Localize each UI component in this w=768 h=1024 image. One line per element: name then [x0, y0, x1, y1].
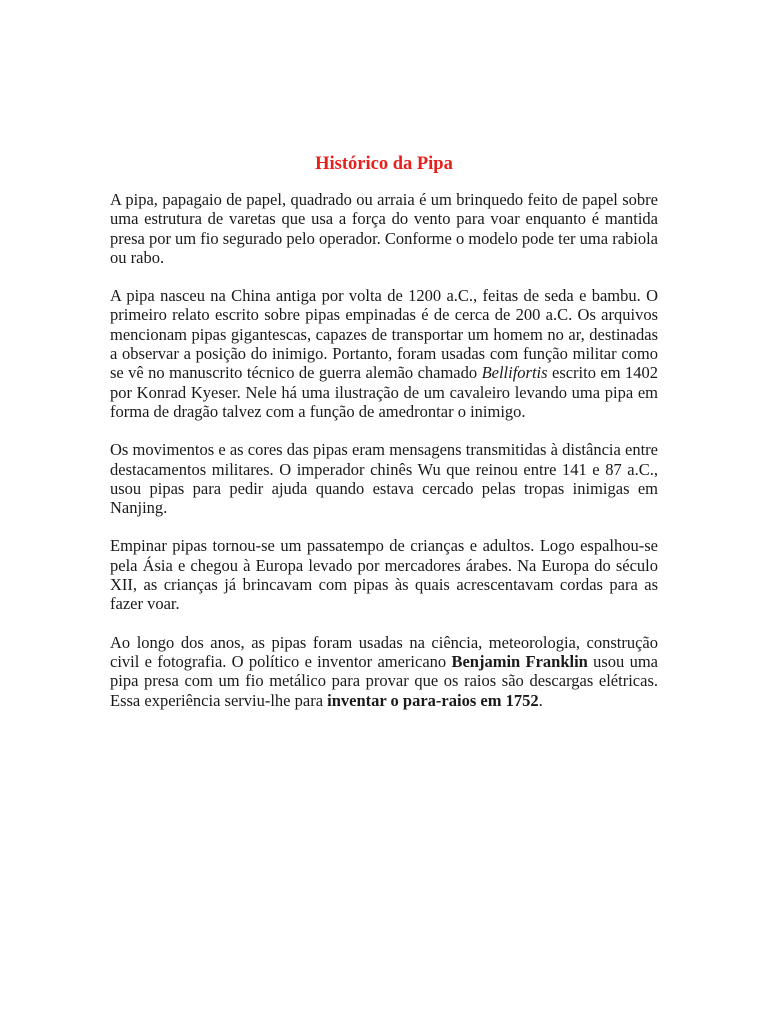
manuscript-title: Bellifortis — [481, 363, 548, 383]
document-title: Histórico da Pipa — [315, 154, 453, 174]
franklin-name: Benjamin Franklin — [451, 651, 588, 671]
paragraph-science-text-1: Ao longo dos anos, as pipas foram usadas na ciência, meteorologia, construção civil e fotografia. O político e inventor americano — [110, 632, 658, 671]
paragraph-origin-text-1: A pipa nasceu na China antiga por volta de 1200 a.C., feitas de seda e bambu. O primeiro relato escrito sobre pipas empinadas é de cerca de 200 a.C. Os arquivos mencionam pipas gigantescas, capazes de transportar um homem no ar, destinadas a observar a posição do inimigo. Portanto, foram usadas com função militar como se vê no manuscrito técnico de guerra alemão chamado — [110, 286, 658, 383]
document-page — [110, 150, 658, 729]
paragraph-military: Os movimentos e as cores das pipas eram mensagens transmitidas à distância entre destacamentos militares. O imperador chinês Wu que reinou entre 141 e 87 a.C., usou pipas para pedir ajuda quando estava cercado pelas tropas inimigas em Nanjing. — [110, 440, 658, 518]
paragraph-origin-text-2: escrito em 1402 por Konrad Kyeser. Nele há uma ilustração de um cavaleiro levando uma pipa em forma de dragão talvez com a função de amedrontar o inimigo. — [110, 363, 658, 421]
lightning-rod-invention: inventar o para-raios em 1752 — [327, 690, 539, 710]
paragraph-pastime: Empinar pipas tornou-se um passatempo de crianças e adultos. Logo espalhou-se pela Ásia e chegou à Europa levado por mercadores árabes. Na Europa do século XII, as crianças já brincavam com pipas às quais acrescentavam cordas para as fazer voar. — [110, 536, 658, 614]
paragraph-origin — [110, 286, 658, 421]
paragraph-science — [110, 633, 658, 710]
paragraph-intro: A pipa, papagaio de papel, quadrado ou arraia é um brinquedo feito de papel sobre uma estrutura de varetas que usa a força do vento para voar enquanto é mantida presa por um fio segurado pelo operador. Conforme o modelo pode ter uma rabiola ou rabo. — [110, 190, 659, 267]
paragraph-science-text-3: . — [538, 690, 543, 710]
paragraph-science-text-2: usou uma pipa presa com um fio metálico para provar que os raios são descargas elétricas. Essa experiência serviu-lhe para — [110, 651, 658, 710]
